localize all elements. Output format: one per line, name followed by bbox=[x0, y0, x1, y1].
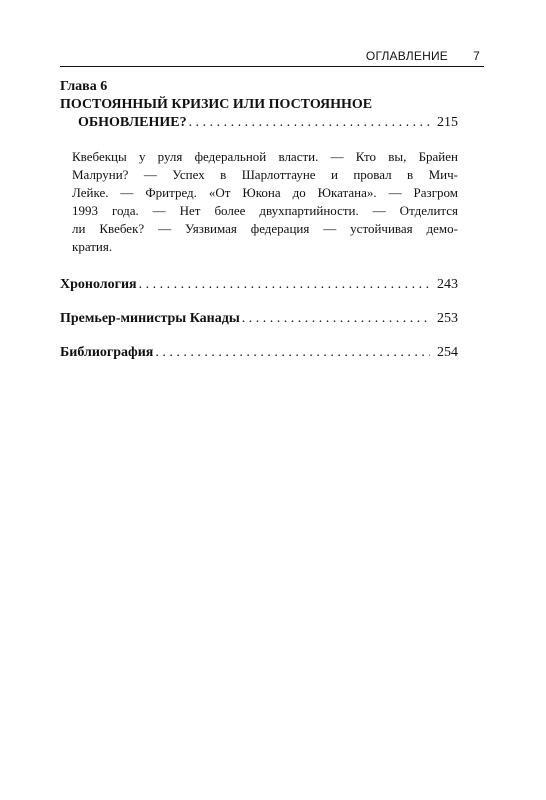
chapter-label: Глава 6 bbox=[60, 79, 108, 94]
chapter-title-line-1: ПОСТОЯННЫЙ КРИЗИС ИЛИ ПОСТОЯННОЕ bbox=[60, 97, 373, 112]
dot-leader bbox=[189, 114, 430, 132]
dot-leader bbox=[242, 310, 430, 328]
running-head bbox=[60, 48, 484, 67]
toc-entry-label: Премьер-министры Канады bbox=[60, 311, 240, 326]
toc-entry-prime-ministers[interactable] bbox=[60, 310, 458, 328]
chapter-title-line-2: ОБНОВЛЕНИЕ? bbox=[78, 115, 187, 130]
dot-leader bbox=[139, 276, 430, 294]
summary-line: 1993 года. — Нет более двухпартийности. — Отделится bbox=[72, 203, 458, 218]
summary-line: Малруни? — Успех в Шарлоттауне и провал в Мич- bbox=[72, 167, 458, 182]
running-head-title: ОГЛАВЛЕНИЕ bbox=[365, 49, 448, 63]
dot-leader bbox=[155, 344, 430, 362]
chapter-title-line-2-row[interactable] bbox=[60, 114, 458, 132]
summary-line: ли Квебек? — Уязвимая федерация — устойчивая демо- bbox=[72, 221, 458, 236]
summary-line: Квебекцы у руля федеральной власти. — Кто вы, Брайен bbox=[72, 149, 458, 164]
toc-entry-page: 254 bbox=[437, 345, 458, 360]
table-of-contents bbox=[60, 78, 458, 362]
toc-entry-page: 243 bbox=[437, 277, 458, 292]
chapter-summary bbox=[72, 148, 458, 256]
toc-entry-page: 253 bbox=[437, 311, 458, 326]
running-head-page-number: 7 bbox=[473, 49, 480, 63]
toc-entry-label: Библиография bbox=[60, 345, 154, 360]
chapter-page-number: 215 bbox=[437, 115, 458, 130]
summary-line: кратия. bbox=[72, 239, 113, 254]
toc-entry-chronology[interactable] bbox=[60, 276, 458, 294]
summary-line: Лейке. — Фритред. «От Юкона до Юкатана». — Разгром bbox=[72, 185, 458, 200]
toc-entry-label: Хронология bbox=[60, 277, 137, 292]
toc-entry-bibliography[interactable] bbox=[60, 344, 458, 362]
